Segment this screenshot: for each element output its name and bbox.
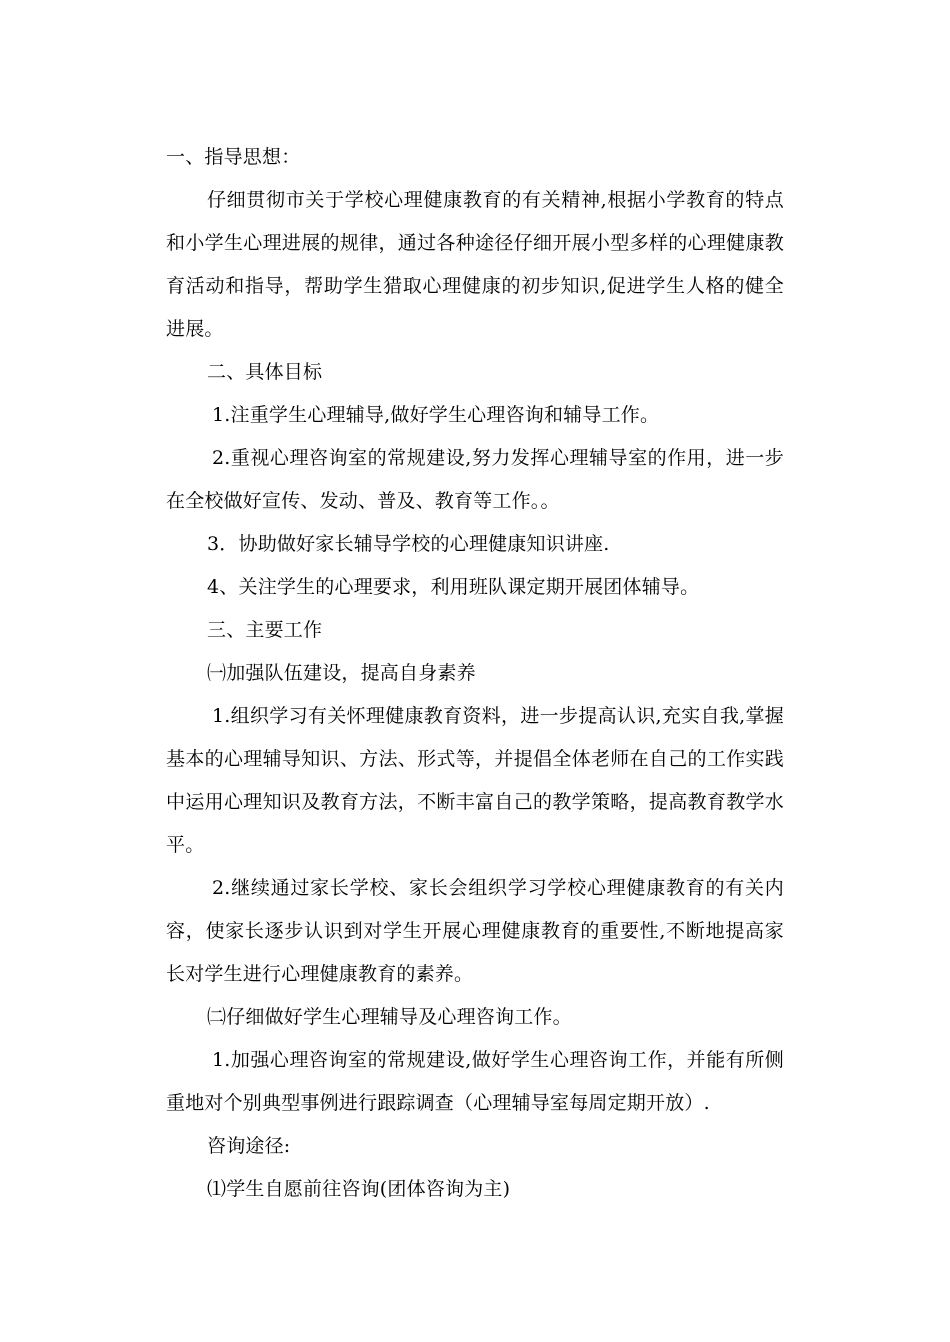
counseling-item-1: 1.加强心理咨询室的常规建设,做好学生心理咨询工作，并能有所侧重地对个别典型事例进行跟踪调查（心理辅导室每周定期开放）.: [166, 1049, 784, 1114]
team-item-2: 2.继续通过家长学校、家长会组织学习学校心理健康教育的有关内容，使家长逐步认识到对学生开展心理健康教育的重要性,不断地提高家长对学生进行心理健康教育的素养。: [166, 877, 784, 985]
subheading-counseling-work: ㈡仔细做好学生心理辅导及心理咨询工作。: [207, 1006, 572, 1028]
paragraph-guiding-thought: 仔细贯彻市关于学校心理健康教育的有关精神,根据小学教育的特点和小学生心理进展的规律，通过各种途径仔细开展小型多样的心理健康教育活动和指导，帮助学生猎取心理健康的初步知识,促进学生人格的健全进展。: [166, 189, 784, 340]
heading-specific-goals: 二、具体目标: [207, 361, 323, 383]
heading-guiding-thought: 一、指导思想：: [166, 146, 301, 168]
counseling-channel-1: ⑴学生自愿前往咨询(团体咨询为主): [207, 1178, 511, 1200]
team-item-1: 1.组织学习有关怀理健康教育资料，进一步提高认识,充实自我,掌握基本的心理辅导知识、方法、形式等，并提倡全体老师在自己的工作实践中运用心理知识及教育方法，不断丰富自己的教学策略，提高教育教学水平。: [166, 705, 784, 856]
document-body: [166, 136, 784, 1211]
counseling-channels-label: 咨询途径:: [207, 1135, 291, 1157]
goal-item-3: 3．协助做好家长辅导学校的心理健康知识讲座.: [207, 533, 610, 555]
subheading-team-building: ㈠加强队伍建设，提高自身素养: [207, 662, 476, 684]
goal-item-2: 2.重视心理咨询室的常规建设,努力发挥心理辅导室的作用，进一步在全校做好宣传、发动、普及、教育等工作。。: [166, 447, 784, 512]
heading-main-work: 三、主要工作: [207, 619, 323, 641]
goal-item-1: 1.注重学生心理辅导,做好学生心理咨询和辅导工作。: [212, 404, 660, 426]
goal-item-4: 4、关注学生的心理要求，利用班队课定期开展团体辅导。: [207, 576, 700, 598]
